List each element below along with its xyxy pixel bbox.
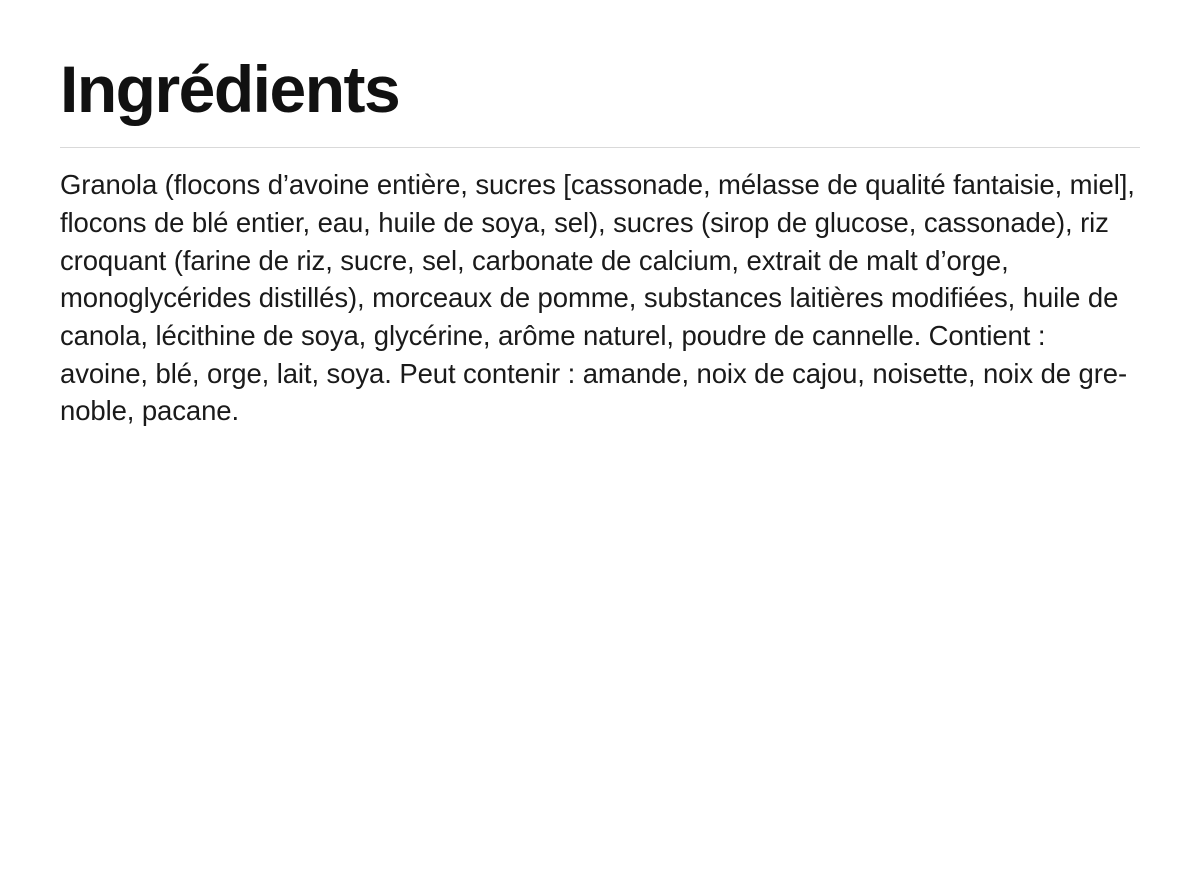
title-divider bbox=[60, 147, 1140, 148]
page-title: Ingrédients bbox=[60, 52, 400, 126]
ingredients-body-text: Granola (flocons d’avoine entière, sucres [cassonade, mélasse de qualité fantaisie, miel], flocons de blé entier, eau, huile de soya, sel), sucres (sirop de glucose, cassonade), riz croquant (farine de riz, sucre, sel, carbonate de calcium, extrait de malt d’orge, monoglycérides distillés), morceaux de pomme, substances laitières modifiées, huile de canola, lécithine de soya, glycérine, arôme naturel, poudre de cannelle. Contient : avoine, blé, orge, lait, soya. Peut contenir : amande, noix de cajou, noisette, noix de gre-noble, pacane. bbox=[60, 169, 1143, 427]
